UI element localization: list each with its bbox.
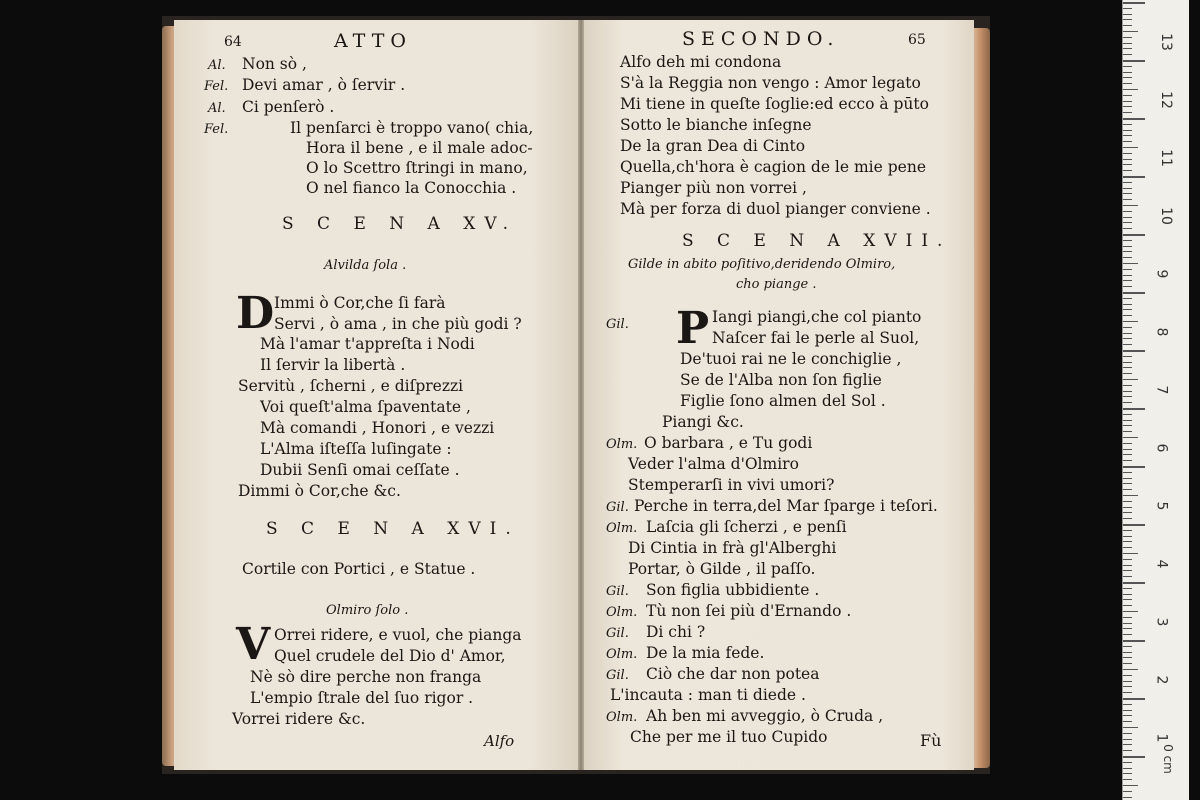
- ruler-tick: [1123, 437, 1138, 438]
- ruler-tick: [1123, 356, 1132, 357]
- ruler-tick: [1123, 582, 1145, 584]
- ruler-tick: [1123, 66, 1132, 67]
- ruler-tick: [1123, 657, 1132, 658]
- ruler-number: 12: [1157, 91, 1174, 109]
- verse-line: De'tuoi rai ne le conchiglie ,: [680, 350, 902, 368]
- ruler-tick: [1123, 362, 1132, 363]
- ruler-tick: [1123, 286, 1132, 287]
- ruler-tick: [1123, 489, 1132, 490]
- verse-line: Mi tiene in queſte ſoglie:ed ecco à pūto: [620, 95, 929, 113]
- ruler-tick: [1123, 25, 1132, 26]
- ruler-tick: [1123, 135, 1132, 136]
- ruler-tick: [1123, 785, 1138, 786]
- dialogue-line: L'incauta : man ti diede .: [610, 686, 806, 704]
- ruler-tick: [1123, 698, 1145, 700]
- ruler-number: 8: [1153, 327, 1170, 337]
- ruler-tick: [1123, 240, 1132, 241]
- verse-line: Dubii Senſi omai ceſſate .: [260, 461, 460, 479]
- ruler-tick: [1123, 721, 1132, 722]
- ruler-tick: [1123, 454, 1132, 455]
- verse-line: S'à la Reggia non vengo : Amor legato: [620, 74, 921, 92]
- verse-line: Quella,ch'hora è cagion de le mie pene: [620, 158, 926, 176]
- ruler-tick: [1123, 211, 1132, 212]
- ruler-tick: [1123, 727, 1138, 728]
- ruler-tick: [1123, 124, 1132, 125]
- ruler-tick: [1123, 536, 1132, 537]
- ruler-tick: [1123, 391, 1132, 392]
- verse-line: Quel crudele del Dio d' Amor,: [274, 647, 506, 665]
- ruler-tick: [1123, 652, 1132, 653]
- verse-line: Dimmi ò Cor,che &c.: [238, 482, 401, 500]
- ruler-tick: [1123, 141, 1132, 142]
- ruler-tick: [1123, 188, 1132, 189]
- ruler-tick: [1123, 750, 1132, 751]
- ruler-tick: [1123, 54, 1132, 55]
- ruler-number: 10: [1157, 207, 1174, 225]
- speaker-label: Olm.: [606, 710, 638, 725]
- dialogue-line: Non sò ,: [242, 55, 307, 73]
- ruler-tick: [1123, 327, 1132, 328]
- left-page: [174, 20, 578, 770]
- ruler-tick: [1123, 367, 1132, 368]
- ruler-tick: [1123, 2, 1145, 4]
- running-head-right: SECONDO.: [682, 28, 840, 50]
- ruler-tick: [1123, 217, 1132, 218]
- verse-line: Se de l'Alba non ſon figlie: [680, 371, 882, 389]
- ruler-tick: [1123, 112, 1132, 113]
- verse-line: Orrei ridere, e vuol, che pianga: [274, 626, 522, 644]
- speaker-label: Olm.: [606, 521, 638, 536]
- drop-cap: P: [676, 303, 710, 354]
- ruler-tick: [1123, 605, 1132, 606]
- dialogue-line: O barbara , e Tu godi: [644, 434, 813, 452]
- ruler-tick: [1123, 483, 1132, 484]
- ruler-tick: [1123, 72, 1132, 73]
- dialogue-line: Di Cintia in frà gl'Alberghi: [628, 539, 837, 557]
- verse-line: Piangi &c.: [662, 413, 744, 431]
- dialogue-line: Il penſarci è troppo vano( chia,: [290, 119, 534, 137]
- ruler-tick: [1123, 43, 1132, 44]
- speaker-label: Olm.: [606, 647, 638, 662]
- verse-line: L'empio ſtrale del ſuo rigor .: [250, 689, 474, 707]
- ruler-tick: [1123, 768, 1132, 769]
- ruler-tick: [1123, 95, 1132, 96]
- right-page-edges: [972, 28, 990, 768]
- dialogue-line: Portar, ò Gilde , il paſſo.: [628, 560, 816, 578]
- dialogue-line: Stemperarſi in vivi umori?: [628, 476, 835, 494]
- ruler-tick: [1123, 344, 1132, 345]
- ruler-tick: [1123, 193, 1132, 194]
- ruler-number: 13: [1157, 33, 1174, 51]
- verse-line: Pianger più non vorrei ,: [620, 179, 807, 197]
- ruler-tick: [1123, 48, 1132, 49]
- ruler-tick: [1123, 617, 1132, 618]
- scene-heading-xvi: S C E N A XVI.: [266, 519, 520, 539]
- ruler-tick: [1123, 547, 1132, 548]
- speaker-label: Gil.: [606, 317, 629, 332]
- ruler-tick: [1123, 14, 1132, 15]
- ruler-tick: [1123, 710, 1132, 711]
- ruler-tick: [1123, 263, 1138, 264]
- ruler-tick: [1123, 420, 1132, 421]
- ruler-tick: [1123, 518, 1132, 519]
- dialogue-line: Laſcia gli ſcherzi , e penſi: [646, 518, 847, 536]
- ruler-tick: [1123, 628, 1132, 629]
- ruler-tick: [1123, 692, 1132, 693]
- ruler-tick: [1123, 588, 1132, 589]
- ruler-tick: [1123, 611, 1138, 612]
- running-head-left: ATTO: [334, 30, 412, 52]
- dialogue-line: De la mia fede.: [646, 644, 765, 662]
- ruler-tick: [1123, 472, 1132, 473]
- ruler-tick: [1123, 228, 1132, 229]
- verse-line: Hora il bene , e il male adoc-: [306, 139, 533, 157]
- ruler-number: 1: [1153, 733, 1170, 743]
- ruler-tick: [1123, 797, 1132, 798]
- ruler-tick: [1123, 37, 1132, 38]
- speaker-label: Gil.: [606, 500, 629, 515]
- ruler-tick: [1123, 443, 1132, 444]
- ruler-tick: [1123, 524, 1145, 526]
- speaker-label: Gil.: [606, 668, 629, 683]
- ruler-number: 7: [1153, 385, 1170, 395]
- ruler-tick: [1123, 396, 1132, 397]
- ruler-tick: [1123, 762, 1132, 763]
- ruler-tick: [1123, 460, 1132, 461]
- ruler-tick: [1123, 31, 1138, 32]
- ruler-tick: [1123, 350, 1145, 352]
- scene-heading-xvii: S C E N A XVII.: [682, 231, 952, 251]
- ruler-tick: [1123, 501, 1132, 502]
- ruler-tick: [1123, 130, 1132, 131]
- ruler-tick: [1123, 715, 1132, 716]
- ruler-tick: [1123, 153, 1132, 154]
- stage-direction: Alvilda ſola .: [324, 258, 407, 273]
- drop-cap: V: [236, 619, 271, 670]
- ruler-tick: [1123, 385, 1132, 386]
- verse-line: Iangi piangi,che col pianto: [712, 308, 922, 326]
- verse-line: O lo Scettro ſtringi in mano,: [306, 159, 528, 177]
- ruler-tick: [1123, 118, 1145, 120]
- ruler-tick: [1123, 704, 1132, 705]
- ruler-tick: [1123, 83, 1132, 84]
- ruler-tick: [1123, 251, 1132, 252]
- verse-line: Immi ò Cor,che ſi farà: [274, 294, 446, 312]
- ruler-tick: [1123, 663, 1132, 664]
- drop-cap: D: [236, 288, 275, 339]
- ruler-tick: [1123, 559, 1132, 560]
- verse-line: Mà per forza di duol pianger conviene .: [620, 200, 931, 218]
- ruler-tick: [1123, 159, 1132, 160]
- ruler-tick: [1123, 478, 1132, 479]
- page-number-right: 65: [908, 32, 926, 48]
- ruler-tick: [1123, 60, 1145, 62]
- ruler-tick: [1123, 686, 1132, 687]
- ruler-number: 5: [1153, 501, 1170, 511]
- ruler-tick: [1123, 338, 1132, 339]
- ruler-tick: [1123, 321, 1138, 322]
- ruler-number: 11: [1157, 149, 1174, 167]
- ruler-unit-label: 0 cm: [1160, 744, 1175, 774]
- ruler-tick: [1123, 681, 1132, 682]
- ruler-tick: [1123, 791, 1132, 792]
- ruler-tick: [1123, 623, 1132, 624]
- ruler-tick: [1123, 246, 1132, 247]
- ruler-tick: [1123, 164, 1132, 165]
- ruler-tick: [1123, 495, 1138, 496]
- ruler-number: 6: [1153, 443, 1170, 453]
- stage-direction: cho piange .: [736, 277, 817, 292]
- dialogue-line: Ci penſerò .: [242, 98, 335, 116]
- ruler-tick: [1123, 402, 1132, 403]
- dialogue-line: Di chi ?: [646, 623, 706, 641]
- speaker-label: Al.: [208, 58, 226, 73]
- ruler-number: 4: [1153, 559, 1170, 569]
- page-number-left: 64: [224, 34, 242, 50]
- ruler-tick: [1123, 466, 1145, 468]
- ruler-tick: [1123, 199, 1132, 200]
- ruler-tick: [1123, 170, 1132, 171]
- speaker-label: Gil.: [606, 626, 629, 641]
- verse-line: Il ſervir la libertà .: [260, 356, 406, 374]
- verse-line: Alfo deh mi condona: [620, 53, 782, 71]
- verse-line: Servi , ò ama , in che più godi ?: [274, 315, 522, 333]
- stage-direction: Gilde in abito poſitivo,deridendo Olmiro,: [628, 257, 896, 272]
- ruler-tick: [1123, 77, 1132, 78]
- speaker-label: Gil.: [606, 584, 629, 599]
- ruler-tick: [1123, 101, 1132, 102]
- ruler-tick: [1123, 773, 1132, 774]
- catchword-left: Alfo: [484, 732, 515, 750]
- ruler-tick: [1123, 530, 1132, 531]
- ruler-tick: [1123, 756, 1145, 758]
- ruler-tick: [1123, 379, 1138, 380]
- ruler-tick: [1123, 333, 1132, 334]
- ruler-tick: [1123, 373, 1132, 374]
- ruler-number: 9: [1153, 269, 1170, 279]
- right-page: [584, 20, 974, 770]
- ruler-tick: [1123, 106, 1132, 107]
- catchword-right: Fù: [920, 731, 942, 750]
- verse-line: Naſcer fai le perle al Suol,: [712, 329, 920, 347]
- ruler-number: 2: [1153, 675, 1170, 685]
- ruler-tick: [1123, 675, 1132, 676]
- verse-line: Servitù , ſcherni , e diſprezzi: [238, 377, 464, 395]
- ruler-tick: [1123, 576, 1132, 577]
- ruler-tick: [1123, 570, 1132, 571]
- speaker-label: Olm.: [606, 437, 638, 452]
- ruler-tick: [1123, 292, 1145, 294]
- verse-line: Voi queſt'alma ſpaventate ,: [260, 398, 471, 416]
- ruler-tick: [1123, 298, 1132, 299]
- ruler-tick: [1123, 739, 1132, 740]
- ruler-tick: [1123, 222, 1132, 223]
- dialogue-line: Son figlia ubbidiente .: [646, 581, 820, 599]
- ruler-tick: [1123, 553, 1138, 554]
- ruler-tick: [1123, 89, 1138, 90]
- ruler-tick: [1123, 744, 1132, 745]
- ruler-tick: [1123, 304, 1132, 305]
- ruler-tick: [1123, 269, 1132, 270]
- ruler-tick: [1123, 425, 1132, 426]
- speaker-label: Fel.: [204, 79, 229, 94]
- ruler-tick: [1123, 315, 1132, 316]
- verse-line: Mà l'amar t'appreſta i Nodi: [260, 335, 475, 353]
- ruler-tick: [1123, 733, 1132, 734]
- speaker-label: Fel.: [204, 122, 229, 137]
- dialogue-line: Ah ben mi avveggio, ò Cruda ,: [646, 707, 884, 725]
- ruler-tick: [1123, 565, 1132, 566]
- verse-line: Vorrei ridere &c.: [232, 710, 366, 728]
- ruler-tick: [1123, 176, 1145, 178]
- ruler-tick: [1123, 280, 1132, 281]
- dialogue-line: Veder l'alma d'Olmiro: [628, 455, 799, 473]
- ruler-tick: [1123, 599, 1132, 600]
- dialogue-line: Perche in terra,del Mar ſparge i teſori.: [634, 497, 938, 515]
- verse-line: O nel fianco la Conocchia .: [306, 179, 517, 197]
- speaker-label: Olm.: [606, 605, 638, 620]
- setting-line: Cortile con Portici , e Statue .: [242, 560, 476, 578]
- speaker-label: Al.: [208, 101, 226, 116]
- ruler-tick: [1123, 669, 1138, 670]
- ruler-tick: [1123, 640, 1145, 642]
- dialogue-line: Devi amar , ò ſervir .: [242, 76, 406, 94]
- ruler-tick: [1123, 205, 1138, 206]
- ruler-tick: [1123, 779, 1132, 780]
- ruler-tick: [1123, 507, 1132, 508]
- ruler-tick: [1123, 234, 1145, 236]
- ruler-tick: [1123, 634, 1132, 635]
- ruler-tick: [1123, 408, 1145, 410]
- stage-direction: Olmiro ſolo .: [326, 603, 409, 618]
- ruler-tick: [1123, 414, 1132, 415]
- verse-line: Figlie ſono almen del Sol .: [680, 392, 886, 410]
- ruler-tick: [1123, 309, 1132, 310]
- dialogue-line: Ciò che dar non potea: [646, 665, 820, 683]
- measuring-ruler: [1122, 0, 1189, 800]
- dialogue-line: Che per me il tuo Cupido: [630, 728, 828, 746]
- ruler-number: 3: [1153, 617, 1170, 627]
- ruler-tick: [1123, 147, 1138, 148]
- ruler-tick: [1123, 449, 1132, 450]
- ruler-tick: [1123, 8, 1132, 9]
- ruler-tick: [1123, 275, 1132, 276]
- ruler-tick: [1123, 182, 1132, 183]
- ruler-tick: [1123, 19, 1132, 20]
- verse-line: Sotto le bianche inſegne: [620, 116, 812, 134]
- scene-heading-xv: S C E N A XV.: [282, 214, 518, 234]
- verse-line: L'Alma iſteſſa luſingate :: [260, 440, 452, 458]
- ruler-tick: [1123, 646, 1132, 647]
- ruler-tick: [1123, 541, 1132, 542]
- ruler-tick: [1123, 431, 1132, 432]
- ruler-tick: [1123, 257, 1132, 258]
- dialogue-line: Tù non ſei più d'Ernando .: [646, 602, 852, 620]
- verse-line: De la gran Dea di Cinto: [620, 137, 806, 155]
- open-book: [162, 16, 990, 774]
- verse-line: Mà comandi , Honori , e vezzi: [260, 419, 495, 437]
- ruler-tick: [1123, 512, 1132, 513]
- verse-line: Nè sò dire perche non franga: [250, 668, 482, 686]
- ruler-tick: [1123, 594, 1132, 595]
